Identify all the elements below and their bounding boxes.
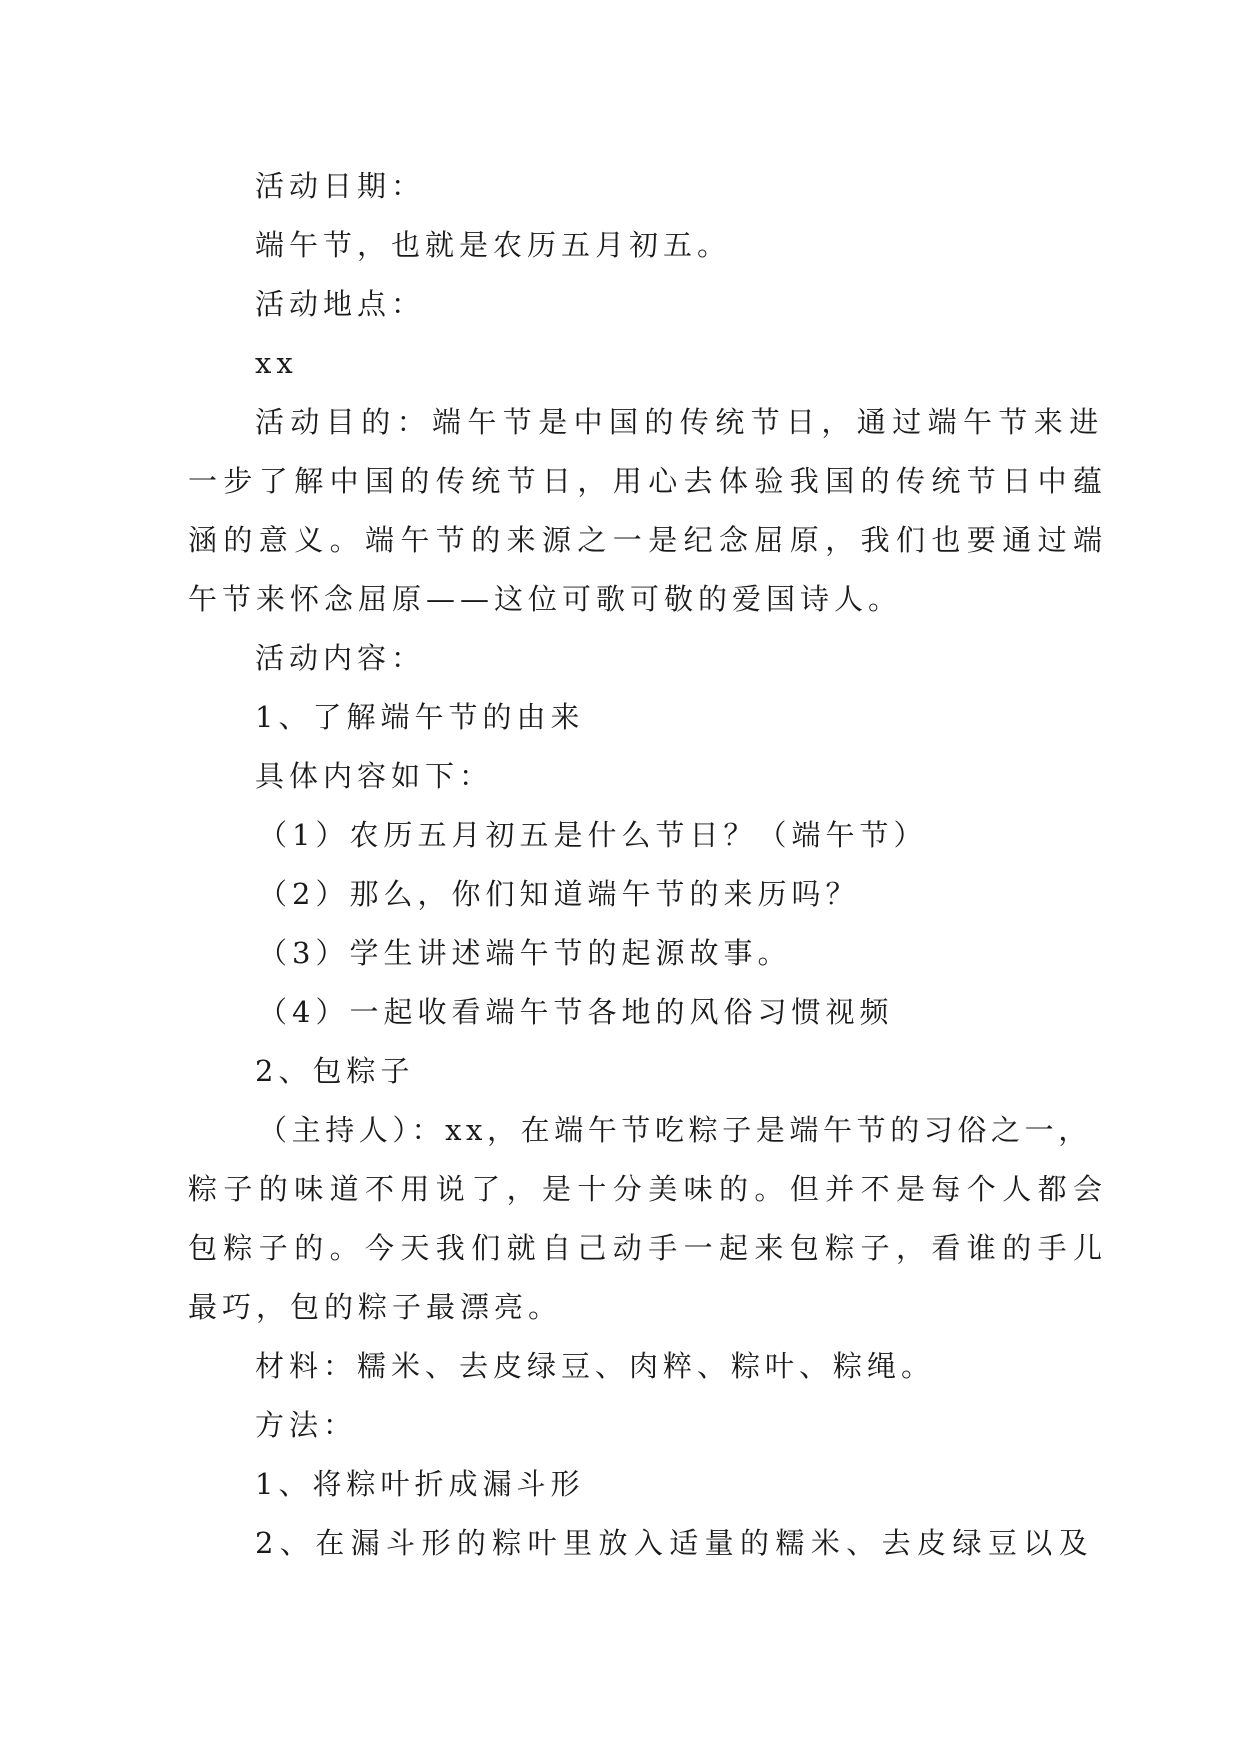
list-item: 1、将粽叶折成漏斗形: [255, 1467, 585, 1501]
paragraph-line: 粽子的味道不用说了，是十分美味的。但并不是每个人都会: [188, 1172, 1109, 1206]
label-activity-content: 活动内容：: [255, 641, 426, 675]
list-item: （2）那么，你们知道端午节的来历吗？: [258, 877, 860, 911]
list-item: （4）一起收看端午节各地的风俗习惯视频: [258, 995, 894, 1029]
label-activity-date: 活动日期：: [255, 169, 426, 203]
paragraph-line: 涵的意义。端午节的来源之一是纪念屈原，我们也要通过端: [188, 523, 1109, 557]
list-item: （1）农历五月初五是什么节日？（端午节）: [258, 818, 928, 852]
paragraph-line: （主持人）：xx，在端午节吃粽子是端午节的习俗之一，: [258, 1113, 1092, 1147]
paragraph-line: 端午节，也就是农历五月初五。: [255, 228, 732, 262]
paragraph-line: 活动目的：端午节是中国的传统节日，通过端午节来进: [255, 405, 1105, 439]
list-item: 2、包粽子: [255, 1054, 415, 1088]
paragraph-line: 包粽子的。今天我们就自己动手一起来包粽子，看谁的手儿: [188, 1231, 1109, 1265]
paragraph-line: xx: [255, 346, 298, 380]
paragraph-line: 材料：糯米、去皮绿豆、肉粹、粽叶、粽绳。: [255, 1349, 936, 1383]
label-activity-location: 活动地点：: [255, 287, 426, 321]
list-item: （3）学生讲述端午节的起源故事。: [258, 936, 792, 970]
paragraph-line: 最巧，包的粽子最漂亮。: [188, 1290, 563, 1324]
paragraph-line: 一步了解中国的传统节日，用心去体验我国的传统节日中蕴: [188, 464, 1109, 498]
list-item: 1、了解端午节的由来: [255, 700, 585, 734]
list-item: 2、在漏斗形的粽叶里放入适量的糯米、去皮绿豆以及: [255, 1526, 1095, 1560]
label-method: 方法：: [255, 1408, 358, 1442]
paragraph-line: 具体内容如下：: [255, 759, 494, 793]
paragraph-line: 午节来怀念屈原——这位可歌可敬的爱国诗人。: [188, 582, 903, 616]
